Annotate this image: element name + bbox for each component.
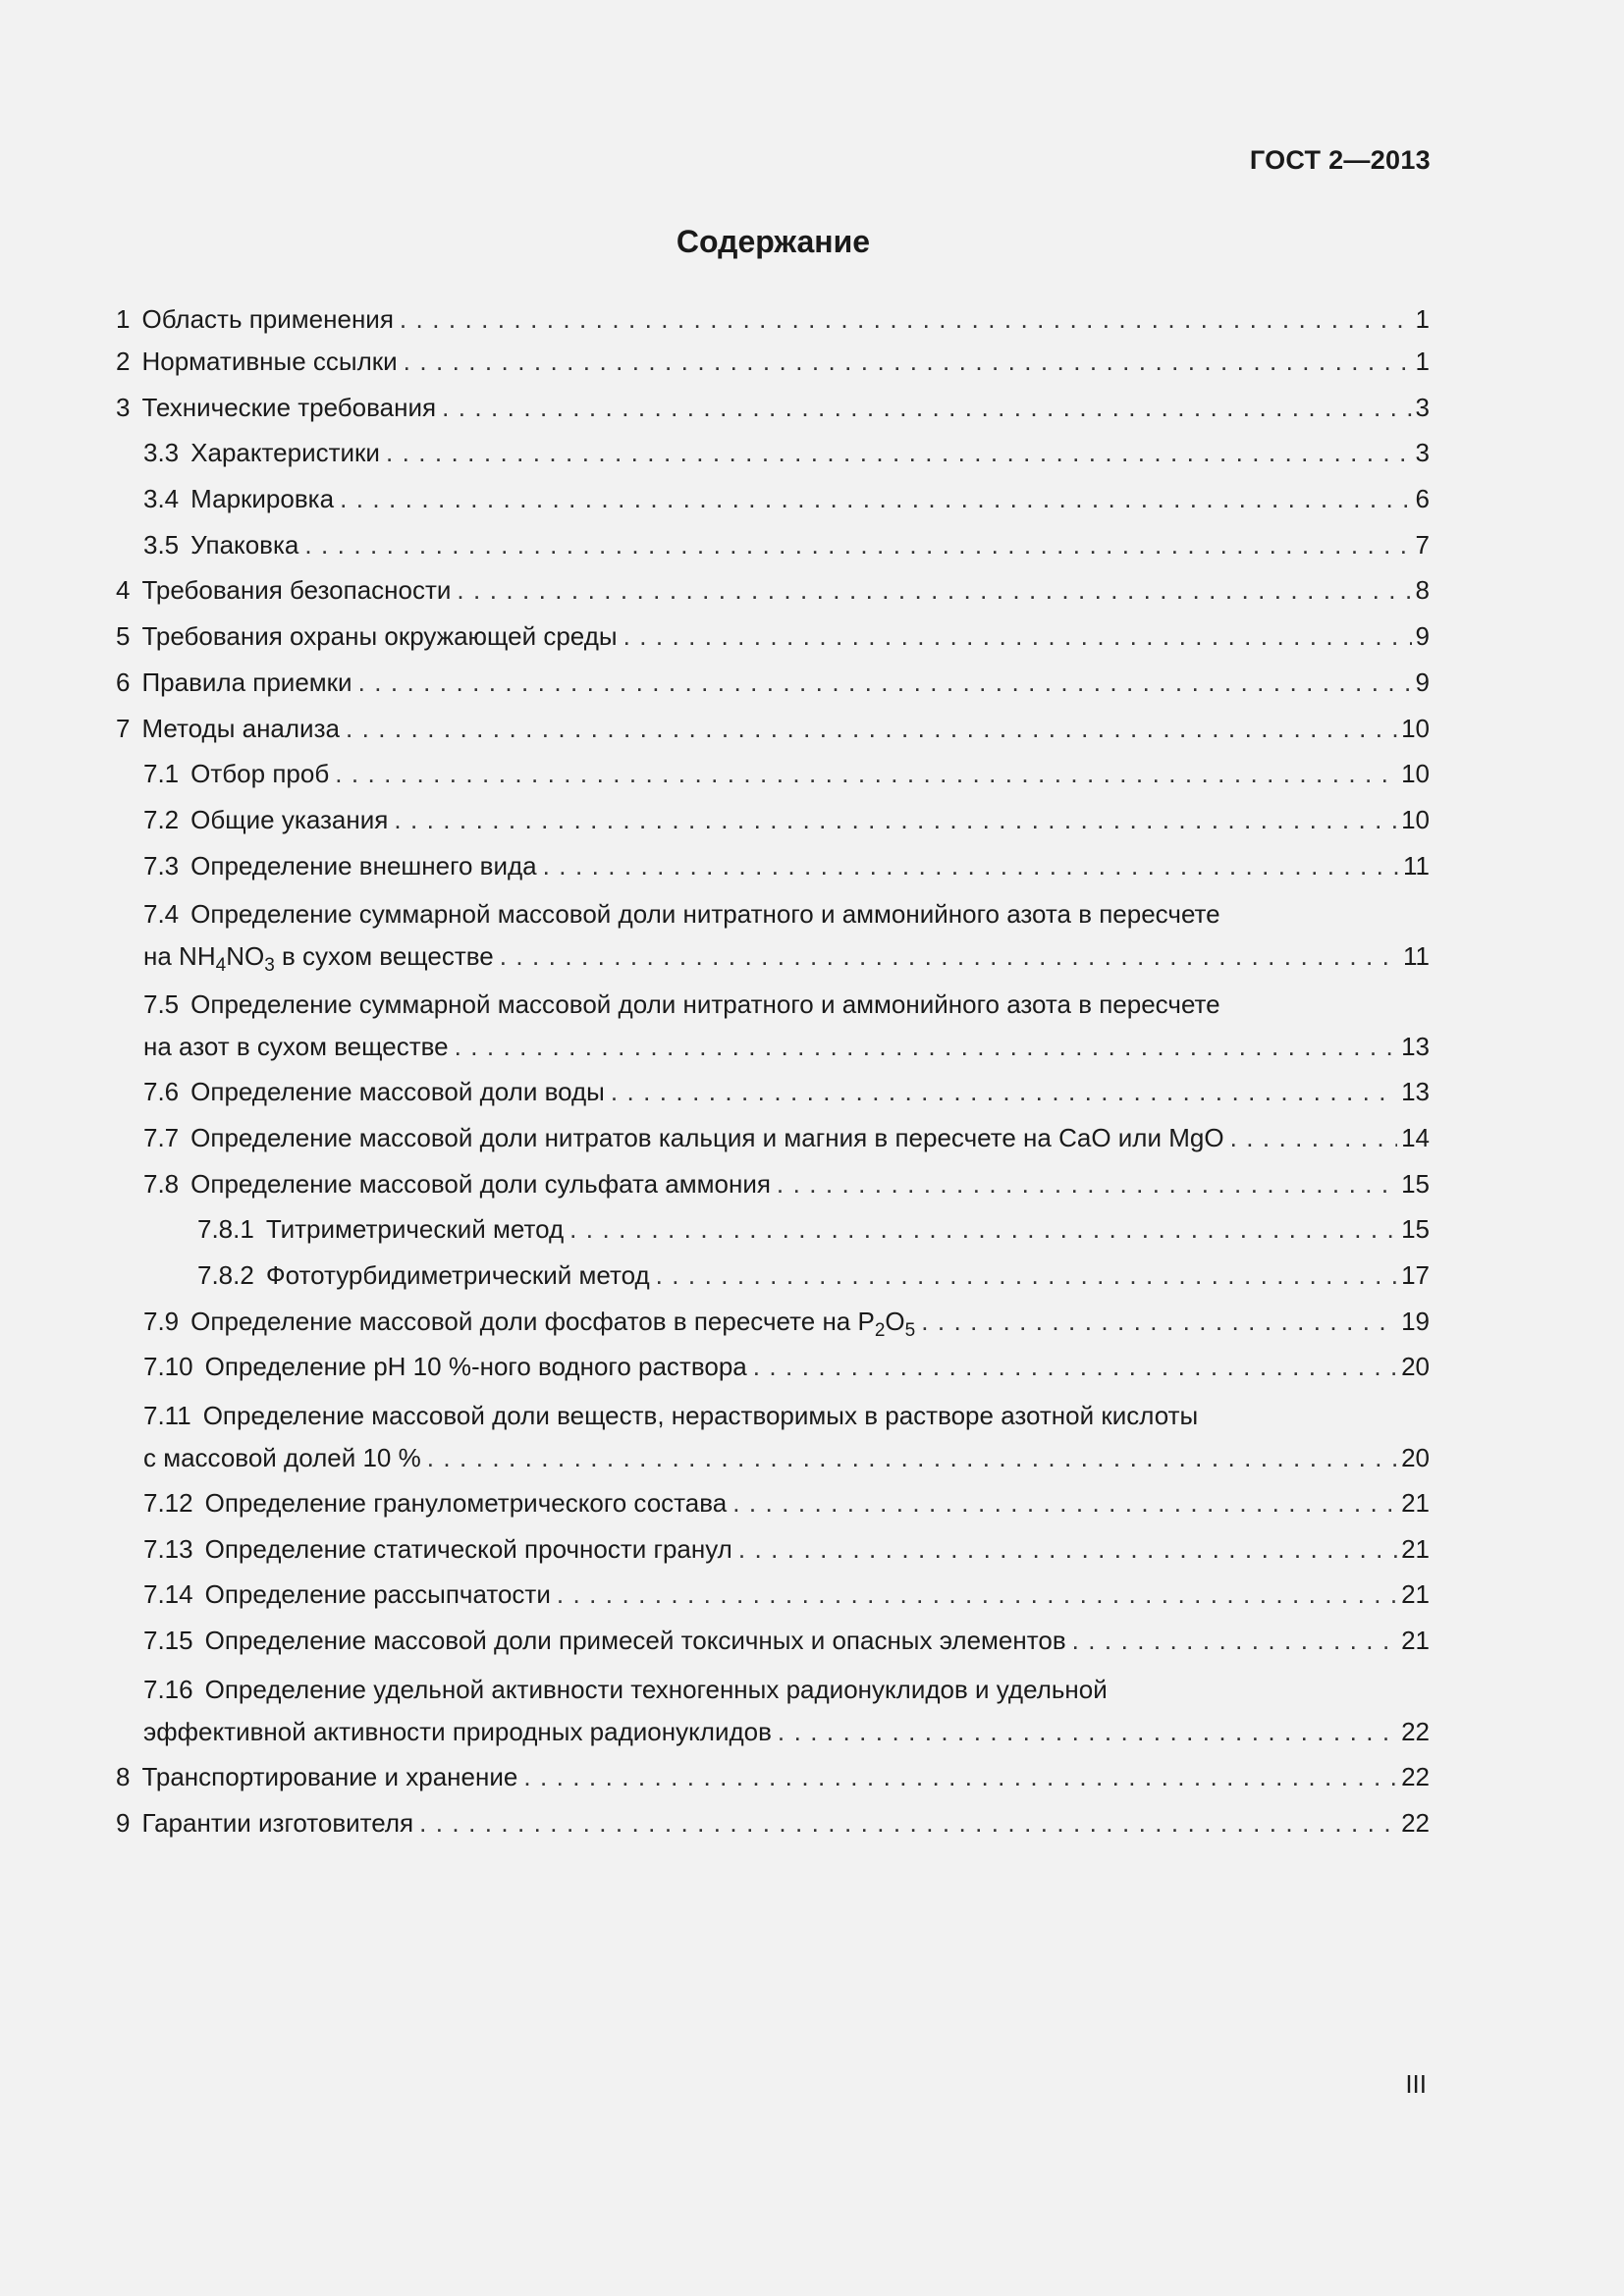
- dot-leader: [656, 1253, 1397, 1299]
- toc-entry-title: Определение pH 10 %-ного водного раствора: [204, 1352, 747, 1382]
- toc-entry-page: 21: [1401, 1626, 1430, 1656]
- toc-entry-7-5[interactable]: [116, 985, 1430, 1069]
- toc-entry-7-8-2[interactable]: [116, 1253, 1430, 1299]
- dot-leader: [386, 430, 1412, 476]
- toc-entry-page: 22: [1401, 1807, 1430, 1838]
- toc-entry-number: 7.2: [143, 804, 180, 834]
- dot-leader: [921, 1299, 1397, 1345]
- toc-entry-page: 10: [1401, 759, 1430, 789]
- table-of-contents: [116, 299, 1430, 1845]
- dot-leader: [404, 339, 1412, 385]
- dot-leader: [1230, 1115, 1398, 1161]
- toc-entry-title: Определение рассыпчатости: [204, 1579, 551, 1610]
- toc-entry-3-3[interactable]: [116, 430, 1430, 476]
- toc-entry-number: 7.4: [143, 899, 180, 930]
- toc-entry-page: 1: [1415, 304, 1430, 334]
- toc-entry-7-1[interactable]: [116, 751, 1430, 797]
- toc-entry-number: 7.8: [143, 1168, 180, 1199]
- toc-entry-7-14[interactable]: [116, 1572, 1430, 1618]
- dot-leader: [738, 1526, 1397, 1573]
- toc-entry-page: 3: [1415, 438, 1430, 468]
- dot-leader: [304, 522, 1411, 568]
- toc-entry-number: 7.15: [143, 1626, 193, 1656]
- dot-leader: [427, 1435, 1397, 1480]
- toc-entry-title: Определение массовой доли нитратов кальция и магния в пересчете на CaO или MgO: [190, 1122, 1224, 1152]
- toc-entry-title-line2: на азот в сухом веществе: [143, 1032, 449, 1062]
- toc-entry-3-4[interactable]: [116, 476, 1430, 522]
- toc-entry-title: Упаковка: [190, 529, 299, 560]
- toc-entry-page: 9: [1415, 667, 1430, 697]
- toc-entry-title: Характеристики: [190, 438, 380, 468]
- toc-entry-1[interactable]: [116, 299, 1430, 339]
- toc-entry-title: Маркировка: [190, 484, 335, 514]
- toc-entry-3[interactable]: [116, 385, 1430, 431]
- dot-leader: [543, 843, 1399, 889]
- toc-entry-page: 10: [1401, 713, 1430, 743]
- toc-entry-title: Титриметрический метод: [265, 1214, 565, 1245]
- toc-entry-number: 3.4: [143, 484, 180, 514]
- toc-entry-page: 10: [1401, 804, 1430, 834]
- dot-leader: [557, 1572, 1397, 1618]
- toc-entry-title: Правила приемки: [141, 667, 352, 697]
- toc-entry-6[interactable]: [116, 660, 1430, 706]
- toc-entry-7-2[interactable]: [116, 797, 1430, 843]
- toc-entry-8[interactable]: [116, 1754, 1430, 1800]
- toc-entry-title: Требования охраны окружающей среды: [141, 621, 618, 652]
- toc-entry-page: 11: [1403, 941, 1430, 972]
- dot-leader: [1072, 1618, 1397, 1664]
- dot-leader: [340, 476, 1411, 522]
- toc-entry-page: 3: [1415, 392, 1430, 422]
- dot-leader: [753, 1344, 1397, 1390]
- toc-entry-7-6[interactable]: [116, 1069, 1430, 1115]
- toc-entry-7-13[interactable]: [116, 1526, 1430, 1573]
- toc-entry-title: Технические требования: [141, 392, 437, 422]
- toc-entry-number: 7.5: [143, 989, 180, 1020]
- dot-leader: [346, 706, 1397, 752]
- toc-entry-title: Требования безопасности: [141, 575, 452, 606]
- toc-entry-page: 1: [1415, 347, 1430, 376]
- toc-entry-title-line2: с массовой долей 10 %: [143, 1443, 421, 1473]
- dot-leader: [442, 385, 1411, 431]
- toc-entry-page: 9: [1415, 621, 1430, 652]
- dot-leader: [623, 614, 1412, 660]
- toc-entry-number: 5: [116, 621, 131, 652]
- toc-entry-title: Определение массовой доли сульфата аммония: [190, 1168, 771, 1199]
- toc-entry-number: 2: [116, 347, 131, 376]
- toc-entry-number: 7.13: [143, 1533, 193, 1564]
- toc-entry-number: 1: [116, 304, 131, 334]
- dot-leader: [569, 1206, 1397, 1253]
- toc-entry-title: Гарантии изготовителя: [141, 1807, 414, 1838]
- toc-entry-7[interactable]: [116, 706, 1430, 752]
- toc-entry-title-line2: на $NH_4NO_3$ в сухом веществе: [143, 941, 494, 977]
- toc-entry-9[interactable]: [116, 1800, 1430, 1846]
- dot-leader: [358, 660, 1412, 706]
- toc-entry-7-3[interactable]: [116, 843, 1430, 889]
- dot-leader: [523, 1754, 1397, 1800]
- toc-entry-number: 7.14: [143, 1579, 193, 1610]
- toc-entry-3-5[interactable]: [116, 522, 1430, 568]
- toc-entry-number: 7.7: [143, 1122, 180, 1152]
- toc-entry-7-7[interactable]: [116, 1115, 1430, 1161]
- toc-entry-title: Определение статической прочности гранул: [204, 1533, 732, 1564]
- dot-leader: [419, 1800, 1397, 1846]
- toc-entry-number: 7.16: [143, 1674, 193, 1704]
- dot-leader: [457, 567, 1411, 614]
- toc-entry-7-15[interactable]: [116, 1618, 1430, 1664]
- toc-entry-page: 21: [1401, 1579, 1430, 1610]
- toc-entry-7-4[interactable]: [116, 894, 1430, 979]
- toc-entry-page: 21: [1401, 1533, 1430, 1564]
- toc-entry-number: 8: [116, 1761, 131, 1791]
- dot-leader: [455, 1024, 1397, 1069]
- toc-entry-page: 19: [1401, 1306, 1430, 1336]
- toc-entry-page: 20: [1401, 1443, 1430, 1473]
- dot-leader: [500, 934, 1399, 979]
- toc-entry-4[interactable]: [116, 567, 1430, 614]
- toc-entry-title: Нормативные ссылки: [141, 347, 398, 376]
- toc-entry-number: 7.1: [143, 759, 180, 789]
- toc-entry-7-12[interactable]: [116, 1480, 1430, 1526]
- dot-leader: [777, 1161, 1397, 1207]
- toc-entry-page: 21: [1401, 1488, 1430, 1519]
- toc-entry-number: 3.3: [143, 438, 180, 468]
- toc-entry-7-16[interactable]: [116, 1670, 1430, 1754]
- standard-designation: ГОСТ 2—2013: [1249, 145, 1431, 175]
- toc-entry-number: 3.5: [143, 529, 180, 560]
- dot-leader: [394, 797, 1397, 843]
- toc-entry-page: 22: [1401, 1716, 1430, 1746]
- toc-entry-page: 13: [1401, 1077, 1430, 1107]
- toc-entry-number: 7.10: [143, 1352, 193, 1382]
- toc-entry-title: Определение массовой доли фосфатов в пересчете на $P_2O_5$: [190, 1306, 916, 1341]
- toc-entry-page: 7: [1415, 529, 1430, 560]
- toc-entry-number: 3: [116, 392, 131, 422]
- toc-entry-title: Отбор проб: [190, 759, 330, 789]
- toc-entry-number: 7.11: [143, 1401, 191, 1431]
- toc-entry-2[interactable]: [116, 339, 1430, 385]
- dot-leader: [732, 1480, 1397, 1526]
- toc-entry-title: Определение гранулометрического состава: [204, 1488, 728, 1519]
- toc-entry-page: 20: [1401, 1352, 1430, 1382]
- toc-entry-7-11[interactable]: [116, 1396, 1430, 1480]
- toc-entry-number: 7.8.2: [197, 1260, 254, 1290]
- toc-entry-title-line2: эффективной активности природных радионуклидов: [143, 1716, 772, 1746]
- toc-entry-title-line1: Определение суммарной массовой доли нитратного и аммонийного азота в пересчете: [190, 989, 1220, 1020]
- toc-entry-page: 11: [1403, 850, 1430, 881]
- toc-entry-title: Определение массовой доли воды: [190, 1077, 605, 1107]
- dot-leader: [400, 299, 1412, 339]
- toc-entry-title: Общие указания: [190, 804, 389, 834]
- toc-entry-7-8-1[interactable]: [116, 1206, 1430, 1253]
- toc-entry-title-line1: Определение суммарной массовой доли нитратного и аммонийного азота в пересчете: [190, 899, 1220, 930]
- toc-entry-page: 13: [1401, 1032, 1430, 1062]
- toc-entry-title: Определение внешнего вида: [190, 850, 537, 881]
- toc-entry-7-9[interactable]: [116, 1299, 1430, 1345]
- toc-entry-page: 22: [1401, 1761, 1430, 1791]
- toc-entry-page: 8: [1415, 575, 1430, 606]
- toc-entry-page: 6: [1415, 484, 1430, 514]
- toc-entry-title: Методы анализа: [141, 713, 340, 743]
- toc-entry-title-line1: Определение массовой доли веществ, нерастворимых в растворе азотной кислоты: [202, 1401, 1199, 1431]
- toc-entry-page: 14: [1401, 1122, 1430, 1152]
- toc-entry-title: Область применения: [141, 304, 394, 334]
- toc-entry-title: Определение массовой доли примесей токсичных и опасных элементов: [204, 1626, 1066, 1656]
- toc-entry-number: 7: [116, 713, 131, 743]
- toc-entry-page: 17: [1401, 1260, 1430, 1290]
- toc-entry-number: 7.12: [143, 1488, 193, 1519]
- toc-entry-number: 9: [116, 1807, 131, 1838]
- toc-entry-page: 15: [1401, 1168, 1430, 1199]
- toc-entry-number: 6: [116, 667, 131, 697]
- toc-entry-5[interactable]: [116, 614, 1430, 660]
- toc-entry-title: Транспортирование и хранение: [141, 1761, 518, 1791]
- toc-entry-number: 7.6: [143, 1077, 180, 1107]
- dot-leader: [611, 1069, 1397, 1115]
- toc-entry-number: 7.8.1: [197, 1214, 254, 1245]
- toc-entry-number: 7.9: [143, 1306, 180, 1336]
- toc-entry-title: Фототурбидиметрический метод: [265, 1260, 650, 1290]
- dot-leader: [335, 751, 1397, 797]
- toc-entry-page: 15: [1401, 1214, 1430, 1245]
- dot-leader: [778, 1709, 1397, 1754]
- toc-entry-title-line1: Определение удельной активности техногенных радионуклидов и удельной: [204, 1674, 1108, 1704]
- toc-entry-number: 4: [116, 575, 131, 606]
- toc-entry-7-8[interactable]: [116, 1161, 1430, 1207]
- toc-title: Содержание: [676, 224, 871, 259]
- toc-entry-7-10[interactable]: [116, 1344, 1430, 1390]
- page-number: III: [1405, 2069, 1427, 2099]
- toc-entry-number: 7.3: [143, 850, 180, 881]
